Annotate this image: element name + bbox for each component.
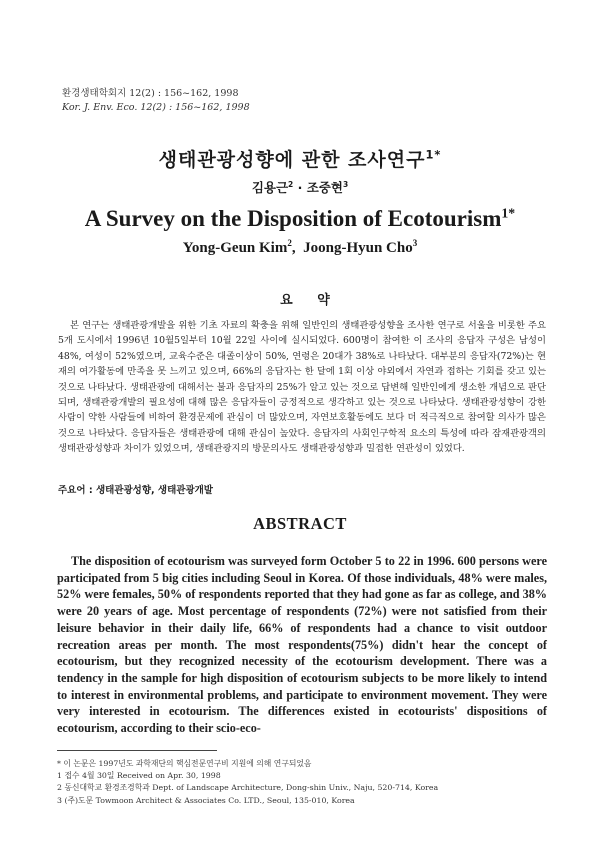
author-1-english: Yong-Geun Kim [182, 240, 288, 256]
title-korean-text: 생태관광성향에 관한 조사연구 [158, 149, 426, 171]
footnote-affiliation-1: 2 동신대학교 환경조경학과 Dept. of Landscape Architecture, Dong-shin Univ., Naju, 520-714, Korea [57, 783, 439, 793]
journal-citation [62, 87, 250, 115]
author-separator-english: , [291, 240, 304, 256]
summary-heading: 요 약 [280, 293, 340, 308]
footnote-funding: * 이 논문은 1997년도 과학재단의 핵심전문연구비 지원에 의해 연구되었음 [57, 759, 312, 768]
title-korean-footnote-mark: 1* [425, 147, 442, 162]
title-english-text: A Survey on the Disposition of Ecotourism [84, 206, 502, 231]
abstract-heading: ABSTRACT [253, 514, 347, 533]
keywords: 주요어 : 생태관광성향, 생태관광개발 [58, 485, 213, 496]
footnote-affiliation-2: 3 (주)도문 Towmoon Architect & Associates Co. LTD., Seoul, 135-010, Korea [57, 795, 355, 805]
title-english-footnote-mark: 1* [501, 205, 516, 221]
authors-english [0, 240, 600, 257]
title-english [0, 206, 600, 232]
authors-korean [0, 178, 600, 196]
author-2-korean-mark: 3 [342, 179, 349, 189]
summary-paragraph: 본 연구는 생태관광개발을 위한 기초 자료의 확충을 위해 일반인의 생태관광성향을 조사한 연구로 서울을 비롯한 주요 5개 도시에서 1996년 10월5일부터 10월 22일 사이에 실시되었다. 600명이 참여한 이 조사의 응답자 구성은 남성이 48%, 여성이 52%였으며, 교육수준은 대졸이상이 50%, 연령은 20대가 38%로 나타났다. 대부분의 응답자(72%)는 현재의 여가활동에 만족을 못 느끼고 있으며, 66%의 응답자는 한 달에 1회 이상 야외에서 자연과 접하는 기회를 갖고 있는 것으로 나타났다. 생태관광에 대해서는 불과 응답자의 25%가 알고 있는 것으로 답변해 일반인에게 생소한 개념으로 판단되며, 생태관광개발의 필요성에 대해 많은 응답자들이 긍정적으로 생각하고 있는 것으로 나타났다. 생태관광성향이 강한 사람이 약한 사람들에 비하여 환경문제에 관심이 더 많았으며, 자연보호활동에도 보다 더 적극적으로 참여할 의사가 많은 것으로 나타났다. 응답자들은 생태관광에 대해 관심이 높았다. 응답자의 사회인구학적 요소의 특성에 따라 잠재관광객의 생태관광성향과 차이가 있었으며, 생태관광지의 방문의사도 생태관광성향과 밀접한 연관성이 있었다. [58, 320, 546, 455]
author-1-korean-mark: 2 [288, 179, 294, 189]
footnotes [57, 758, 557, 807]
author-2-korean: 조중현 [306, 180, 343, 195]
title-korean [0, 145, 600, 172]
journal-line-english: Kor. J. Env. Eco. 12(2) : 156~162, 1998 [62, 102, 250, 113]
author-2-english-mark: 3 [412, 238, 418, 248]
abstract-paragraph: The disposition of ecotourism was surveyed form October 5 to 22 in 1996. 600 persons were participated from 5 big cities including Seoul in Korea. Of those individuals, 48% were males, 52% were females, 50% of respondents reported that they had gone as far as college, and 38% were 20 years of age. Most percentage of respondents (72%) were not satisfied from their leisure behavior in their daily life, 66% of respondents had a chance to visit outdoor recreation areas per month. The most respondents(75%) didn't hear the concept of ecotourism, but they recognized necessity of the ecotourism development. There was a tendency in the sample for high disposition of ecotourism subjects to be more likely to intend to interest in environmental problems, and participate to environment movement. They were very interested in ecotourism. The differences existed in ecotourists' dispositions of ecotourism, according to their scio-eco- [57, 554, 547, 736]
author-1-english-mark: 2 [287, 238, 292, 248]
footnote-divider [57, 750, 217, 751]
author-2-english: Joong-Hyun Cho [303, 240, 413, 256]
author-separator-korean: · [293, 180, 307, 195]
journal-line-korean: 환경생태학회지 12(2) : 156~162, 1998 [62, 88, 239, 99]
footnote-received: 1 접수 4월 30일 Received on Apr. 30, 1998 [57, 771, 221, 781]
summary-korean [58, 318, 546, 457]
author-1-korean: 김용근 [251, 180, 289, 195]
abstract-english [57, 553, 547, 737]
